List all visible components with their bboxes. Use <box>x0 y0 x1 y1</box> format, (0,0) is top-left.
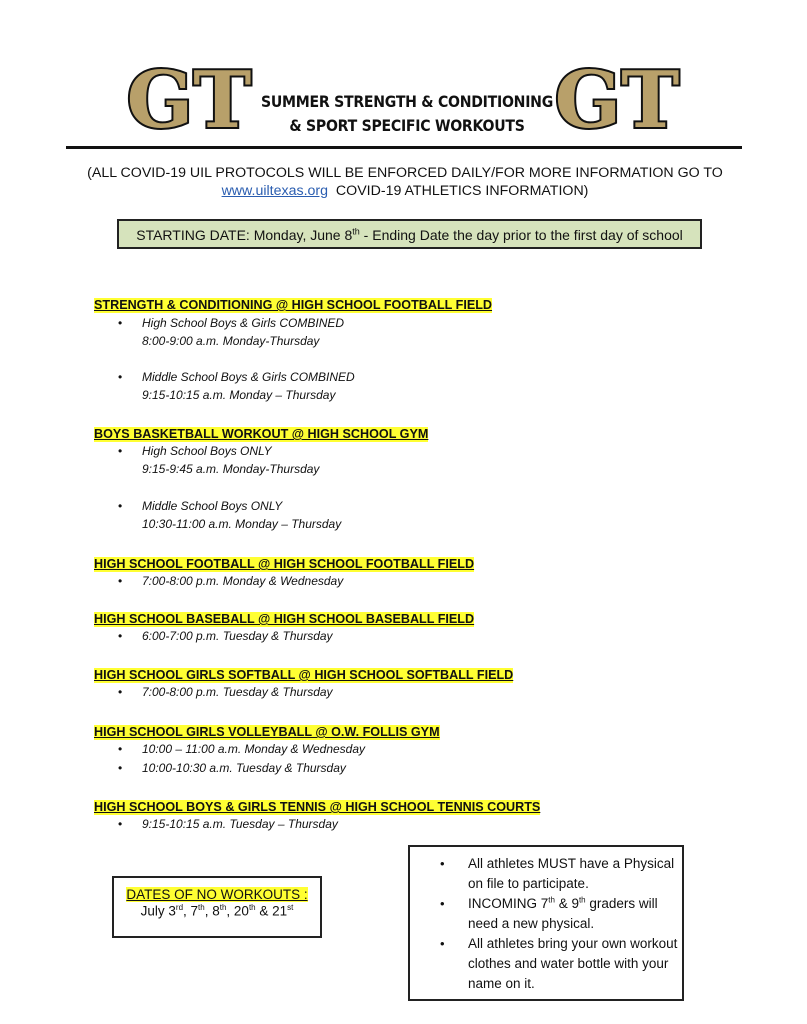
list-item: 7:00-8:00 p.m. Monday & Wednesday <box>142 574 344 588</box>
date-sup: th <box>198 903 205 912</box>
section-header: HIGH SCHOOL FOOTBALL @ HIGH SCHOOL FOOTBALL FIELD <box>94 557 475 571</box>
section-hs-football <box>94 555 475 588</box>
section-header: BOYS BASKETBALL WORKOUT @ HIGH SCHOOL GYM <box>94 427 429 441</box>
section-hs-baseball <box>94 610 475 643</box>
no-workout-dates-box <box>112 876 322 938</box>
no-workout-title-text: DATES OF NO WORKOUTS : <box>126 887 308 902</box>
bullet-icon: • <box>118 761 123 775</box>
page-title-line-1: SUMMER STRENGTH & CONDITIONING <box>260 92 553 111</box>
list-item: 9:15-10:15 a.m. Tuesday – Thursday <box>142 817 338 831</box>
start-prefix: STARTING DATE: Monday, June 8 <box>136 227 353 243</box>
note-physical: All athletes MUST have a Physical on file to participate. <box>468 856 675 891</box>
no-workout-dates <box>114 903 320 919</box>
note-incoming-c: graders will need a new physical. <box>468 896 658 931</box>
section-header: HIGH SCHOOL GIRLS VOLLEYBALL @ O.W. FOLLIS GYM <box>94 725 440 739</box>
section-boys-basketball <box>94 425 429 531</box>
note-incoming-a: INCOMING 7 <box>468 896 549 911</box>
uil-link[interactable]: www.uiltexas.org <box>221 183 329 199</box>
date-sup: st <box>287 903 294 912</box>
item-line-1: High School Boys ONLY <box>142 444 272 458</box>
date-sup: th <box>248 903 256 912</box>
item-line-1: Middle School Boys ONLY <box>142 499 283 513</box>
note-sup: th <box>578 895 586 905</box>
bullet-icon: • <box>118 817 123 831</box>
date-sup: rd <box>175 903 184 912</box>
list-item: 7:00-8:00 p.m. Tuesday & Thursday <box>142 685 333 699</box>
list-item <box>142 314 344 350</box>
section-header: HIGH SCHOOL BASEBALL @ HIGH SCHOOL BASEBALL FIELD <box>94 612 475 626</box>
list-item <box>142 442 319 478</box>
start-suffix: - Ending Date the day prior to the first day of school <box>359 227 683 243</box>
section-hs-softball <box>94 666 514 699</box>
bullet-icon: • <box>440 936 445 951</box>
date-july-3: July 3 <box>140 903 176 919</box>
list-item: 10:00-10:30 a.m. Tuesday & Thursday <box>142 761 346 775</box>
bullet-icon: • <box>118 574 123 588</box>
list-item: 6:00-7:00 p.m. Tuesday & Thursday <box>142 629 333 643</box>
bullet-icon: • <box>118 370 123 384</box>
item-line-2: 10:30-11:00 a.m. Monday – Thursday <box>142 517 342 531</box>
note-sup: th <box>548 895 555 905</box>
gt-logo-left <box>126 55 252 146</box>
covid-notice-rest: COVID-19 ATHLETICS INFORMATION) <box>335 183 589 199</box>
note-incoming-b: & 9 <box>554 896 579 911</box>
header-divider <box>66 146 742 149</box>
item-line-2: 9:15-9:45 a.m. Monday-Thursday <box>142 462 320 476</box>
date-7: , 7 <box>183 903 199 919</box>
section-hs-tennis <box>94 798 541 831</box>
bullet-icon: • <box>118 499 123 513</box>
section-hs-volleyball <box>94 723 440 775</box>
item-line-2: 9:15-10:15 a.m. Monday – Thursday <box>142 388 336 402</box>
note-incoming <box>468 894 678 934</box>
date-sup: th <box>219 903 227 912</box>
section-header: STRENGTH & CONDITIONING @ HIGH SCHOOL FOOTBALL FIELD <box>94 298 493 312</box>
starting-date-box <box>117 219 702 249</box>
bullet-icon: • <box>440 896 445 911</box>
item-line-1: Middle School Boys & Girls COMBINED <box>142 370 355 384</box>
list-item <box>142 368 355 404</box>
date-8: , 8 <box>204 903 220 919</box>
bullet-icon: • <box>118 316 123 330</box>
bullet-icon: • <box>440 856 445 871</box>
date-21: & 21 <box>255 903 288 919</box>
date-20: , 20 <box>226 903 249 919</box>
covid-notice-line-1: (ALL COVID-19 UIL PROTOCOLS WILL BE ENFORCED DAILY/FOR MORE INFORMATION GO TO <box>87 165 723 181</box>
no-workout-title <box>114 887 320 902</box>
section-strength-conditioning <box>94 296 493 402</box>
covid-notice-line-2 <box>60 182 750 200</box>
note-clothes: All athletes bring your own workout clothes and water bottle with your name on it. <box>468 936 678 991</box>
bullet-icon: • <box>118 742 123 756</box>
bullet-icon: • <box>118 685 123 699</box>
section-header: HIGH SCHOOL GIRLS SOFTBALL @ HIGH SCHOOL SOFTBALL FIELD <box>94 668 514 682</box>
gt-logo-left-text: GT <box>126 55 252 146</box>
page-title-line-2: & SPORT SPECIFIC WORKOUTS <box>289 116 525 135</box>
section-header: HIGH SCHOOL BOYS & GIRLS TENNIS @ HIGH SCHOOL TENNIS COURTS <box>94 800 541 814</box>
gt-logo-right-text: GT <box>554 55 680 146</box>
list-item <box>142 497 341 533</box>
gt-logo-right <box>554 55 680 146</box>
list-item: 10:00 – 11:00 a.m. Monday & Wednesday <box>142 742 366 756</box>
bullet-icon: • <box>118 444 123 458</box>
bullet-icon: • <box>118 629 123 643</box>
start-sup: th <box>352 226 360 237</box>
item-line-2: 8:00-9:00 a.m. Monday-Thursday <box>142 334 320 348</box>
item-line-1: High School Boys & Girls COMBINED <box>142 316 345 330</box>
athlete-notes-box <box>408 845 684 1001</box>
